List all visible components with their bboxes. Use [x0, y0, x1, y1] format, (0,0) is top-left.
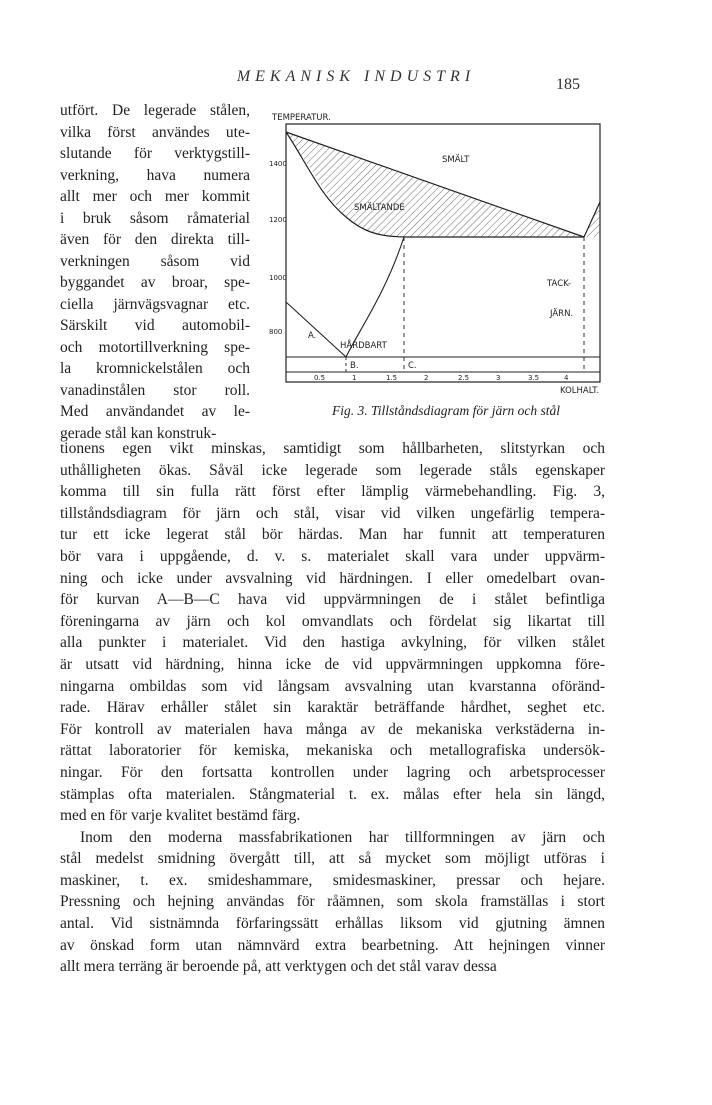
text-line: uthålligheten ökas. Såväl icke legerade som legerade ståls egenskaper: [60, 461, 605, 479]
text-line: ning och icke under avsvalning vid härdningen. I eller omedelbart ovan-: [60, 569, 605, 587]
text-line: rättat laboratorier för kemiska, mekaniska och metallografiska undersök-: [60, 742, 605, 760]
label-c: C.: [408, 361, 417, 371]
label-b: B.: [350, 361, 359, 371]
line-a-b: [286, 302, 346, 357]
text-line: bör vara i uppgående, d. v. s. materialet skall vara under uppvärm-: [60, 547, 605, 565]
y-axis-label: TEMPERATUR.: [272, 113, 331, 123]
x-tick-2-5: 2.5: [458, 374, 470, 382]
text-line: tionens egen vikt minskas, samtidigt som hållbarheten, slitstyrkan och: [60, 440, 605, 457]
x-tick-3-5: 3.5: [528, 374, 540, 382]
x-axis-label: KOLHALT.: [560, 386, 600, 396]
figure-caption: Fig. 3. Tillståndsdiagram för järn och stål: [331, 403, 561, 418]
text-line: rade. Härav erhåller stålet sin karaktär beträffande hårdhet, seghet etc.: [60, 699, 605, 717]
text-line: allt mera terräng är beroende på, att verktygen och det stål varav dessa: [60, 958, 497, 976]
text-line: tur ett icke legerat stål bör härdas. Man har funnit att temperaturen: [60, 526, 605, 544]
text-line: ningar. För den fortsatta kontrollen under lagring och arbetsprocesser: [60, 763, 605, 781]
text-line: även för den direkta till-: [60, 231, 250, 248]
x-tick-1-5: 1.5: [386, 374, 398, 382]
x-tick-1: 1: [352, 374, 357, 382]
line-b-c: [346, 237, 404, 357]
x-tick-3: 3: [496, 374, 501, 382]
text-line: för kurvan A—B—C hava vid uppvärmningen de i stålet befintliga: [60, 591, 605, 609]
label-tackjarn-1: TACK-: [547, 279, 571, 289]
text-line: utfört. De legerade stålen,: [60, 102, 250, 119]
text-line: maskiner, t. ex. smideshammare, smidesmaskiner, pressar och hejare.: [60, 871, 605, 889]
text-line: i bruk såsom råmaterial: [60, 209, 250, 227]
y-tick-1200: 1200: [269, 216, 287, 224]
text-line: stämplas ofta materialen. Stångmaterial t. ex. målas efter hela sin längd,: [60, 785, 605, 803]
text-line: För kontroll av materialen hava många av de mekaniska verkstäderna in-: [60, 720, 605, 738]
text-line: slutande för verktygstill-: [60, 145, 250, 162]
text-line: komma till sin fulla rätt först efter lämplig värmebehandling. Fig. 3,: [60, 483, 605, 501]
running-title: MEKANISK INDUSTRI: [236, 68, 476, 85]
text-line: är utsatt vid härdning, hinna icke de vid uppvärmningen uppkomna före-: [60, 655, 605, 673]
text-line: Inom den moderna massfabrikationen har tillformningen av järn och: [80, 828, 605, 846]
text-line: föreningarna av järn och kol omvandlats och fördelat sig likartat till: [60, 612, 605, 630]
text-line: och motortillverkning spe-: [60, 338, 250, 356]
text-line: ningarna ombildas som vid långsam avsvalning utan kvarstanna oföränd-: [60, 677, 605, 695]
label-hardbart: HÅRDBART: [340, 341, 387, 351]
text-line: Med användandet av le-: [60, 403, 250, 420]
narrow-text-column: [60, 100, 250, 444]
label-smalt: SMÄLT: [442, 155, 470, 165]
text-line: med en för varje kvalitet bestämd färg.: [60, 807, 301, 825]
page-number: 185: [556, 76, 580, 93]
text-line: gerade stål kan konstruk-: [60, 424, 217, 442]
text-line: tillståndsdiagram för järn och stål, visar vid vilken ungefärlig tempera-: [60, 504, 605, 522]
text-line: Pressning och hejning användas för råämnen, som skola framställas i stort: [60, 893, 605, 911]
label-a: A.: [308, 331, 317, 341]
text-line: ciella järnvägsvagnar etc.: [60, 295, 250, 313]
x-tick-0-5: 0.5: [314, 374, 326, 382]
text-line: av önskad form utan nämnvärd extra bearbetning. Att hejningen vinner: [60, 936, 605, 954]
x-tick-4: 4: [564, 374, 569, 382]
text-line: vilka först användes ute-: [60, 123, 250, 141]
text-line: verkning, hava numera: [60, 166, 250, 184]
text-line: byggandet av broar, spe-: [60, 274, 250, 291]
melting-region: [286, 132, 600, 237]
text-line: la kromnickelstålen och: [60, 360, 250, 377]
figure-3: [266, 112, 612, 422]
text-line: antal. Vid sistnämnda förfaringssätt erhållas liksom vid gjutning ämnen: [60, 915, 605, 933]
y-tick-1400: 1400: [269, 160, 287, 168]
text-line: verkningen såsom vid: [60, 252, 250, 270]
label-tackjarn-2: JÄRN.: [550, 309, 574, 319]
text-line: stål medelst smidning övergått till, att så mycket som möjligt utföras i: [60, 850, 605, 868]
label-smaltande: SMÄLTANDE: [354, 203, 405, 213]
y-tick-1000: 1000: [269, 274, 287, 282]
phase-diagram: [266, 112, 612, 402]
text-line: vanadinstålen stor roll.: [60, 381, 250, 399]
text-line: allt mer och mer kommit: [60, 188, 250, 205]
x-tick-2: 2: [424, 374, 429, 382]
y-tick-800: 800: [269, 328, 283, 336]
text-line: Särskilt vid automobil-: [60, 317, 250, 334]
text-line: alla punkter i materialet. Vid den hastiga avkylning, för vilken stålet: [60, 634, 605, 652]
full-text-column: [60, 438, 605, 978]
